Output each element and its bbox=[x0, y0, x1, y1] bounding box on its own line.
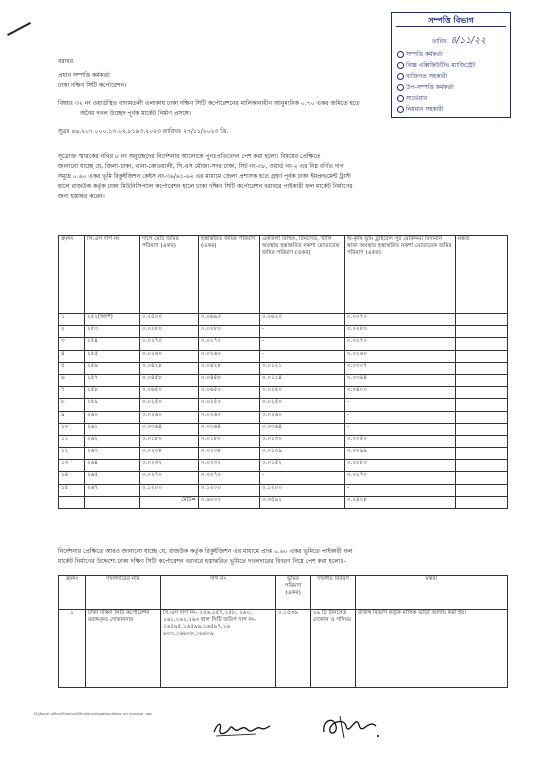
table-cell: ১০ bbox=[59, 423, 85, 435]
table-cell: ২৫৪ bbox=[85, 338, 140, 350]
table-cell bbox=[456, 338, 508, 350]
table-cell: ০.০২০৮ bbox=[199, 448, 260, 460]
table-cell bbox=[456, 460, 508, 472]
table-cell bbox=[456, 350, 508, 362]
column-header: সি.এস দাগ নং bbox=[85, 236, 140, 314]
table-row bbox=[59, 314, 508, 326]
remark-cell: রাজস্ব বিভাগ কর্তৃক মাসিক ভাড়া আদায় করা হয়। bbox=[356, 610, 508, 688]
para1-line: জন্য হস্তান্তর করেন। bbox=[58, 193, 105, 200]
addressee-line1: প্রধান সম্পত্তি কর্মকর্তা bbox=[58, 72, 110, 79]
table-cell: ৩ bbox=[59, 338, 85, 350]
table-row bbox=[59, 435, 508, 447]
table-cell: - bbox=[260, 350, 345, 362]
table-row bbox=[59, 610, 508, 688]
file-path-note: D:\Boroi office\Shomui\Mrchonchlopatrochaloc on change .doc bbox=[34, 711, 153, 716]
table-cell: ০.০৩৪৪ bbox=[345, 374, 456, 386]
table-cell: ০.০২৩২ bbox=[199, 460, 260, 472]
column-header: অ-কৃষি ভূমি ট্রাইবেল সুট মোকদ্দমা বিদ্যমান থাকা অবস্থায় হস্তান্তরিত নকশা মোতাবেক জমির পরিমাণ (একর) bbox=[345, 236, 456, 314]
stamp-date-value: ৪/১১/২২ bbox=[450, 36, 486, 46]
table-cell: ০.০০৯৯ bbox=[345, 448, 456, 460]
table-cell: ০.০২৬০ bbox=[199, 350, 260, 362]
table-cell: - bbox=[345, 399, 456, 411]
stamp-title: সম্পত্তি বিভাগ bbox=[428, 16, 474, 25]
table-cell: ০.০৩৬৪ bbox=[199, 423, 260, 435]
table-cell: ২৬৩ bbox=[85, 448, 140, 460]
table-header-row bbox=[59, 236, 508, 314]
table-cell bbox=[456, 387, 508, 399]
table-cell: ০.০৬৯০ bbox=[199, 314, 260, 326]
para1-line: সমূহে ০.৬০ একর ভূমি রিকুইজিশন কেইস নং-৩৯/৬১-৬২ এর মাধ্যমে জেলা প্রশাসক হতে গ্রহণ পূর্বক ঢাকা ইমপ্রুভমেন্ট ট্রাস্ট bbox=[58, 173, 351, 180]
table-cell: - bbox=[260, 472, 345, 484]
table-row bbox=[59, 326, 508, 338]
table-cell bbox=[456, 362, 508, 374]
table-cell: ১১ bbox=[59, 435, 85, 447]
table-cell bbox=[456, 472, 508, 484]
para2-line: মার্কেট নির্মাণের উদ্দেশ্যে ঢাকা দক্ষিণ সিটি কর্পোরেশন বরাবরে হস্তান্তরিত ভূমিতে দখলদারের বিবরণ নিম্নে পেশ করা হলোঃ- bbox=[58, 558, 346, 565]
checkbox-circle-icon bbox=[397, 84, 404, 91]
sl-cell: ১ bbox=[59, 610, 86, 688]
table-cell: ৬ bbox=[59, 374, 85, 386]
table-cell: ০.০৩৬৪ bbox=[140, 423, 199, 435]
table-cell: ০.০৩০৭ bbox=[345, 362, 456, 374]
table-cell bbox=[456, 411, 508, 423]
stamp-date-label: তারিখ bbox=[432, 39, 447, 45]
stamp-item: সম্পত্তি কর্মকর্তা bbox=[397, 49, 443, 60]
table-cell: - bbox=[260, 326, 345, 338]
table-cell: ০.০১৫২ bbox=[260, 460, 345, 472]
table-cell: ০.০২৭০ bbox=[199, 472, 260, 484]
table-cell: ০.০২৫০ bbox=[260, 399, 345, 411]
table-cell: ০.১২০০ bbox=[199, 484, 260, 496]
table-cell: - bbox=[345, 484, 456, 496]
table-cell: ০.০২৫০ bbox=[140, 399, 199, 411]
table-cell: ০.০২৮০ bbox=[199, 326, 260, 338]
column-header: মন্তব্য bbox=[456, 236, 508, 314]
addressee-to: বরাবর bbox=[58, 58, 74, 65]
table-cell bbox=[456, 326, 508, 338]
table-cell: ০.০১৮০ bbox=[140, 435, 199, 447]
table-cell: ২৫৭ bbox=[85, 374, 140, 386]
checkbox-circle-icon bbox=[397, 73, 404, 80]
table-cell: ০.০২৭০ bbox=[140, 472, 199, 484]
table-cell: ০.০৪০০ bbox=[345, 387, 456, 399]
table-cell: ০.২৫০০ bbox=[140, 314, 199, 326]
table-cell: ০.০১৩০ bbox=[260, 435, 345, 447]
table-header-row bbox=[59, 576, 508, 610]
checkbox-circle-icon bbox=[397, 62, 404, 69]
signature-right bbox=[318, 712, 382, 746]
table-cell: ০.০১১৪ bbox=[260, 374, 345, 386]
stamp-divider bbox=[396, 26, 506, 27]
table-cell: ০.০৪২৮ bbox=[199, 362, 260, 374]
table-row bbox=[59, 484, 508, 496]
stamp-item: সার্ভেয়ার bbox=[397, 93, 427, 104]
table-cell: ০.০২৫০ bbox=[260, 387, 345, 399]
table-cell: ০.০২০৮ bbox=[140, 448, 199, 460]
table-cell: - bbox=[345, 423, 456, 435]
table-cell: ২৬০ bbox=[85, 411, 140, 423]
table-row bbox=[59, 374, 508, 386]
table-row bbox=[59, 362, 508, 374]
table-row bbox=[59, 423, 508, 435]
column-header: মন্তব্য bbox=[356, 576, 508, 610]
table-cell: ২৫৩ bbox=[85, 326, 140, 338]
stamp-item: উপ-সম্পত্তি কর্মকর্তা bbox=[397, 82, 454, 93]
table-cell: ২৬২ bbox=[85, 435, 140, 447]
occupant-table bbox=[58, 575, 508, 688]
table-cell: ০.১২০০ bbox=[260, 484, 345, 496]
table-cell: ২৬৪ bbox=[85, 460, 140, 472]
table-cell: ১৫ bbox=[59, 484, 85, 496]
table-cell: ০.০৪৫৮ bbox=[140, 374, 199, 386]
signature-left bbox=[210, 718, 272, 744]
table-cell: ২ bbox=[59, 326, 85, 338]
para1-line: হালে রাজউক কর্তৃক ঢাকা মিউনিসিপ্যাল কর্পোরেশন হালে ঢাকা দক্ষিণ সিটি কর্পোরেশন বরাবরে পাইকারী ফল মার্কেট নির্মাণের bbox=[58, 183, 353, 190]
table-cell: ০.০২৬০ bbox=[260, 411, 345, 423]
table-cell: ০.০২৭০ bbox=[140, 338, 199, 350]
area-cell: ০.১৫৩৬ bbox=[276, 610, 311, 688]
table-cell: ০.০২৮০ bbox=[140, 326, 199, 338]
column-header: দাগে মোট জমির পরিমাণ (একর) bbox=[140, 236, 199, 314]
table-cell bbox=[456, 314, 508, 326]
table-cell bbox=[456, 374, 508, 386]
column-header: দখলীয় বিবরণ bbox=[311, 576, 356, 610]
column-header: ভূমির পরিমাণ (একর) bbox=[276, 576, 311, 610]
table-cell: ২৬১ bbox=[85, 423, 140, 435]
total-value: ০.২৪০৮ bbox=[345, 496, 456, 508]
table-row bbox=[59, 399, 508, 411]
table-cell: ০.০৪৫৮ bbox=[199, 374, 260, 386]
stamp-item: নিয়মান সহকারী bbox=[397, 104, 443, 115]
table-cell: ০.০১৮০ bbox=[199, 435, 260, 447]
signature-left-scribble bbox=[210, 718, 272, 740]
table-cell: ০.০৬৫০ bbox=[140, 387, 199, 399]
table-cell: ৫ bbox=[59, 362, 85, 374]
para1-line: জানানো যাচ্ছে যে, জিলা-ঢাকা, থানা-কোতয়ালী, সি.এস মৌজা-সদর ঢাকা, সিট নং-৩৮, ওয়ার্ড নং-২ এর নিম্ন বর্ণিত দাগ bbox=[58, 163, 344, 170]
table-cell: ০.০২৬০ bbox=[199, 411, 260, 423]
table-cell: ০.০২৬০ bbox=[140, 350, 199, 362]
table-cell: ০.০২৮০ bbox=[345, 326, 456, 338]
table-cell: ২৫৫ bbox=[85, 350, 140, 362]
table-cell: ০.০২৩২ bbox=[140, 460, 199, 472]
table-cell: ২৫৬ bbox=[85, 362, 140, 374]
possession-cell: ২৯ টি টিনসেড দোকান ও গদিঘর bbox=[311, 610, 356, 688]
subject-line2: অবৈধ দখল উচ্ছেদ পূর্বক মার্কেট নির্মাণ প্রসঙ্গে। bbox=[80, 110, 191, 117]
table-cell: ১ bbox=[59, 314, 85, 326]
stamp-date bbox=[432, 33, 486, 48]
table-cell: ১৪ bbox=[59, 472, 85, 484]
checkbox-circle-icon bbox=[397, 51, 404, 58]
addressee-line2: ঢাকা দক্ষিণ সিটি কর্পোরেশন। bbox=[58, 82, 127, 89]
column-header: হস্তান্তরিত জমির পরিমাণ (একর) bbox=[199, 236, 260, 314]
reference-line: সূত্রঃ ৪৬.২০৭.০০০.১৩.০২.৮১৯৩.২০২৩ তারিখঃ ২৭/১১/২০২৩ খ্রি. bbox=[58, 128, 229, 135]
pen-mark bbox=[7, 22, 31, 36]
table-cell: ০.০২৭০ bbox=[345, 338, 456, 350]
table-cell: ২৫৯ bbox=[85, 399, 140, 411]
table-cell bbox=[456, 484, 508, 496]
table-cell: ৪ bbox=[59, 350, 85, 362]
table-cell: ১৩ bbox=[59, 460, 85, 472]
table-cell: ০.০২৭০ bbox=[345, 472, 456, 484]
table-cell bbox=[456, 435, 508, 447]
table-cell: ১২ bbox=[59, 448, 85, 460]
table-cell: ০.০৪২৮ bbox=[140, 362, 199, 374]
table-row bbox=[59, 460, 508, 472]
table-cell: ৯ bbox=[59, 411, 85, 423]
table-cell: ০.০০৫০ bbox=[345, 435, 456, 447]
table-cell: ০.০১০৯ bbox=[260, 448, 345, 460]
column-header: দখলদারের নাম bbox=[86, 576, 161, 610]
table-cell bbox=[456, 448, 508, 460]
table-cell: ৮ bbox=[59, 399, 85, 411]
column-header: দাগ নং bbox=[161, 576, 276, 610]
table-cell: ০.০২৬০ bbox=[140, 411, 199, 423]
table-cell: ২৫৮ bbox=[85, 387, 140, 399]
occupant-name-cell: ঢাকা দক্ষিণ সিটি কর্পোরেশন বরাদ্দকৃত দোকানদার bbox=[86, 610, 161, 688]
table-cell: - bbox=[260, 338, 345, 350]
table-cell: - bbox=[345, 411, 456, 423]
table-cell: ০.০২৫০ bbox=[199, 399, 260, 411]
column-header: ক্র/নং bbox=[59, 236, 85, 314]
subject-line1: বিষয়ঃ ৩২ নং ওয়ার্ডস্থিত বাদামতলী এলাকায় ঢাকা দক্ষিণ সিটি কর্পোরেশনের মালিকানাধীন আনুমানিক ০.৭০ একর জমিতে হতে bbox=[58, 100, 360, 107]
table-row bbox=[59, 350, 508, 362]
total-value: ০.৬০০০ bbox=[199, 496, 260, 508]
table-cell: ০.০২৭০ bbox=[199, 338, 260, 350]
table-cell bbox=[456, 423, 508, 435]
table-cell: ২৬৫ bbox=[85, 472, 140, 484]
table-cell: ২৬৭ bbox=[85, 484, 140, 496]
stamp-item: বিজ্ঞ এক্সিকিউটিভ ম্যাজিস্ট্রেট bbox=[397, 60, 475, 71]
stamp-item: ব্যক্তিগত সহকারী bbox=[397, 71, 447, 82]
table-row bbox=[59, 472, 508, 484]
table-row bbox=[59, 387, 508, 399]
signature-right-scribble bbox=[318, 712, 382, 742]
para2-line: নির্দেশনার প্রেক্ষিতে আরও জানানো যাচ্ছে যে, রাজউক কর্তৃক রিকুইজিশন এর মাধ্যমে প্রাপ্ত ০.৬০ একর ভূমিতে পাইকারী ফল bbox=[58, 548, 353, 555]
table-cell: ২৫২(অংশ) bbox=[85, 314, 140, 326]
total-label: মোট= bbox=[140, 496, 199, 508]
table-row bbox=[59, 448, 508, 460]
total-value: ০.৩৫৯২ bbox=[260, 496, 345, 508]
table-cell: ০.০০৭০ bbox=[345, 314, 456, 326]
table-cell: ০.০০৮০ bbox=[345, 460, 456, 472]
dag-cell: সি.এস দাগ নং- ২৫৬,২৫৭,২৫৮, ২৬০, ২৬১,২৬২,২৬৩ হাল সিটি জরিপ দাগ নং- ১৬৫৯৫,১৬৫৯৬,১৬৫৯৭,১৬ ৬০৩,১৬৬০৮,১৬৬০৯ bbox=[161, 610, 276, 688]
table-row bbox=[59, 338, 508, 350]
table-cell: ৭ bbox=[59, 387, 85, 399]
table-row bbox=[59, 411, 508, 423]
para1-line: সূত্রোক্ত স্মারকের নথির ৮ নং অনুচ্ছেদের নির্দেশনার আলোকে পুনঃপ্রতিবেদন পেশ করা হলো। বিষয়ের প্রেক্ষিতে bbox=[58, 153, 321, 160]
land-transfer-table bbox=[58, 235, 508, 509]
table-cell: ০.০৬৫০ bbox=[199, 387, 260, 399]
table-cell: ০.০২৬০ bbox=[345, 350, 456, 362]
table-cell: ০.০১২১ bbox=[260, 362, 345, 374]
column-header: একতলা বিল্ডিং, টিনসেড, খালি অবস্থায় হস্তান্তরিত নকশা মোতাবেক জমির পরিমাণ (একর) bbox=[260, 236, 345, 314]
table-cell: ০.০৬২০ bbox=[260, 314, 345, 326]
table-cell: ০.১২০০ bbox=[140, 484, 199, 496]
column-header: ক্র/নং bbox=[59, 576, 86, 610]
table-total-row bbox=[59, 496, 508, 508]
table-cell bbox=[456, 399, 508, 411]
table-cell: ০.০৩৬৪ bbox=[260, 423, 345, 435]
